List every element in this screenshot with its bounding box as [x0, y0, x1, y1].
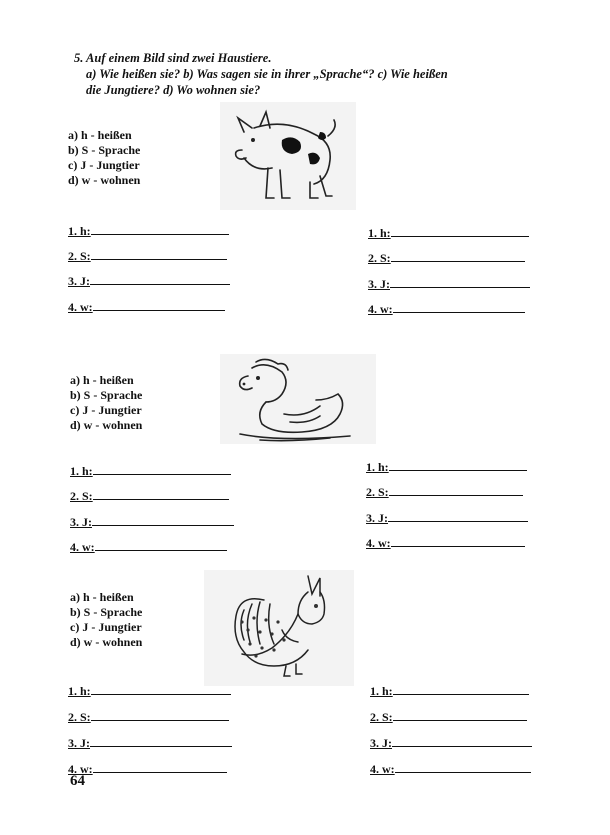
- answer-line[interactable]: [391, 251, 525, 262]
- field-s[interactable]: [70, 489, 229, 505]
- answer-line[interactable]: [91, 684, 231, 695]
- field-label: 1. h:: [366, 460, 389, 474]
- field-label: 4. w:: [366, 536, 391, 550]
- task-line-3: die Jungtiere? d) Wo wohnen sie?: [86, 83, 261, 97]
- answer-line[interactable]: [90, 736, 232, 747]
- answer-line[interactable]: [91, 710, 229, 721]
- field-w[interactable]: [366, 536, 525, 552]
- legend-item-w: d) w - wohnen: [70, 635, 143, 649]
- legend-item-h: a) h - heißen: [70, 373, 134, 387]
- task-line-1: 5. Auf einem Bild sind zwei Haustiere.: [74, 51, 272, 65]
- legend-item-s: b) S - Sprache: [68, 143, 141, 157]
- answer-line[interactable]: [391, 226, 529, 237]
- task-line-2: a) Wie heißen sie? b) Was sagen sie in ihrer „Sprache“? c) Wie heißen: [86, 67, 448, 81]
- legend-item-s: b) S - Sprache: [70, 605, 143, 619]
- field-label: 4. w:: [368, 302, 393, 316]
- field-h[interactable]: [366, 460, 527, 476]
- field-label: 3. J:: [68, 274, 90, 288]
- answer-line[interactable]: [388, 511, 528, 522]
- field-label: 3. J:: [366, 511, 388, 525]
- field-label: 1. h:: [68, 224, 91, 238]
- page-number: 64: [70, 773, 85, 789]
- field-s[interactable]: [368, 251, 525, 267]
- field-label: 2. S:: [366, 485, 389, 499]
- answer-line[interactable]: [395, 762, 531, 773]
- legend-item-h: a) h - heißen: [68, 128, 132, 142]
- field-w[interactable]: [370, 762, 531, 778]
- field-w[interactable]: [368, 302, 525, 318]
- legend-item-h: a) h - heißen: [70, 590, 134, 604]
- field-h[interactable]: [68, 684, 231, 700]
- field-j[interactable]: [68, 736, 232, 752]
- legend-section-3: [70, 590, 142, 650]
- answer-line[interactable]: [391, 536, 525, 547]
- field-h[interactable]: [368, 226, 529, 242]
- field-label: 4. w:: [68, 762, 93, 776]
- field-label: 2. S:: [68, 710, 91, 724]
- field-s[interactable]: [68, 710, 229, 726]
- field-w[interactable]: [70, 540, 227, 556]
- legend-item-s: b) S - Sprache: [70, 388, 143, 402]
- field-label: 1. h:: [370, 684, 393, 698]
- answer-line[interactable]: [92, 515, 234, 526]
- field-label: 2. S:: [68, 249, 91, 263]
- answer-line[interactable]: [93, 300, 225, 311]
- legend-item-j: c) J - Jungtier: [70, 403, 142, 417]
- field-label: 3. J:: [68, 736, 90, 750]
- field-s[interactable]: [370, 710, 527, 726]
- field-label: 2. S:: [70, 489, 93, 503]
- task-instructions: [74, 50, 544, 98]
- answer-line[interactable]: [93, 464, 231, 475]
- field-label: 1. h:: [68, 684, 91, 698]
- field-h[interactable]: [70, 464, 231, 480]
- field-label: 4. w:: [70, 540, 95, 554]
- field-label: 3. J:: [70, 515, 92, 529]
- horse-turkey-illustration: [204, 570, 354, 686]
- field-j[interactable]: [370, 736, 532, 752]
- field-label: 3. J:: [368, 277, 390, 291]
- answer-line[interactable]: [93, 489, 229, 500]
- field-label: 3. J:: [370, 736, 392, 750]
- legend-item-w: d) w - wohnen: [70, 418, 143, 432]
- field-w[interactable]: [68, 762, 227, 778]
- field-w[interactable]: [68, 300, 225, 316]
- legend-item-j: c) J - Jungtier: [70, 620, 142, 634]
- legend-item-j: c) J - Jungtier: [68, 158, 140, 172]
- answer-line[interactable]: [390, 277, 530, 288]
- legend-item-w: d) w - wohnen: [68, 173, 141, 187]
- field-label: 4. w:: [370, 762, 395, 776]
- answer-line[interactable]: [91, 224, 229, 235]
- answer-line[interactable]: [93, 762, 227, 773]
- field-s[interactable]: [366, 485, 523, 501]
- field-j[interactable]: [70, 515, 234, 531]
- answer-line[interactable]: [95, 540, 227, 551]
- field-h[interactable]: [68, 224, 229, 240]
- answer-line[interactable]: [91, 249, 227, 260]
- answer-line[interactable]: [389, 485, 523, 496]
- field-label: 2. S:: [370, 710, 393, 724]
- legend-section-2: [70, 373, 142, 433]
- pig-duck-illustration: [220, 354, 376, 444]
- field-j[interactable]: [366, 511, 528, 527]
- field-h[interactable]: [370, 684, 529, 700]
- answer-line[interactable]: [389, 460, 527, 471]
- field-label: 2. S:: [368, 251, 391, 265]
- legend-section-1: [68, 128, 140, 188]
- field-label: 1. h:: [368, 226, 391, 240]
- pig-cow-illustration: [220, 102, 356, 210]
- field-j[interactable]: [68, 274, 230, 290]
- answer-line[interactable]: [393, 710, 527, 721]
- answer-line[interactable]: [90, 274, 230, 285]
- field-j[interactable]: [368, 277, 530, 293]
- answer-line[interactable]: [393, 302, 525, 313]
- answer-line[interactable]: [393, 684, 529, 695]
- field-s[interactable]: [68, 249, 227, 265]
- answer-line[interactable]: [392, 736, 532, 747]
- field-label: 4. w:: [68, 300, 93, 314]
- field-label: 1. h:: [70, 464, 93, 478]
